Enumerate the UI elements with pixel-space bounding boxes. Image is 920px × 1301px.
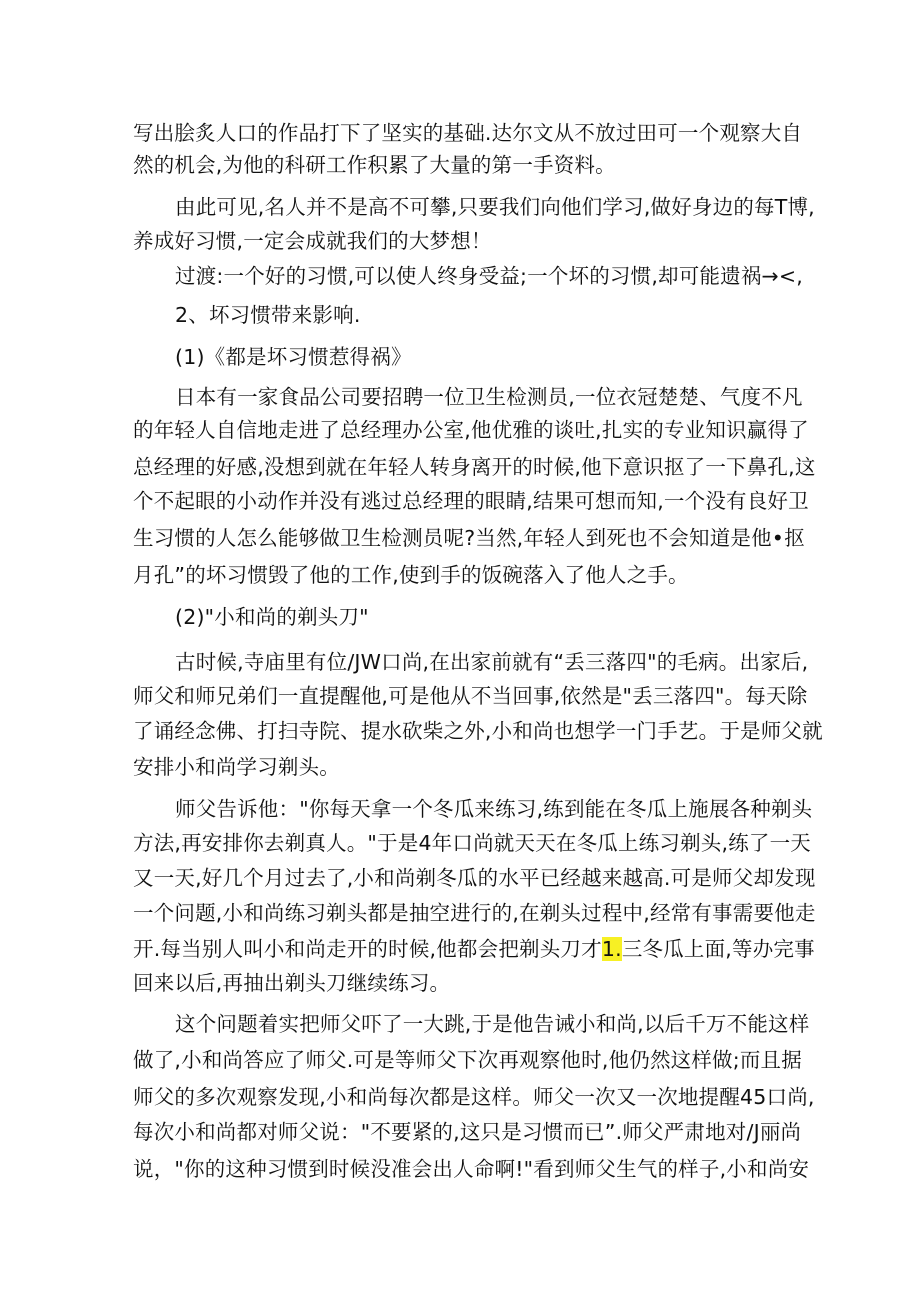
text-line: 然的机会,为他的科研工作积累了大量的第一手资料。 xyxy=(133,153,616,177)
subsection-heading: (2)"小和尚的剃头刀" xyxy=(175,605,369,629)
text-line: 安排小和尚学习剃头。 xyxy=(133,755,340,779)
text-line: 一个问题,小和尚练习剃头都是抽空进行的,在剃头过程中,经常有事需要他走 xyxy=(133,901,816,925)
text-line: 师父告诉他："你每天拿一个冬瓜来练习,练到能在冬瓜上施展各种剃头 xyxy=(175,797,813,821)
text-segment: 开.每当别人叫小和尚走开的时候,他都会把剃头刀才 xyxy=(133,937,602,961)
text-line xyxy=(133,935,815,963)
text-line: 师父的多次观察发现,小和尚每次都是这样。师父一次又一次地提醒45口尚, xyxy=(133,1085,815,1109)
text-line: 回来以后,再抽出剃头刀继续练习。 xyxy=(133,971,451,995)
text-line: 说，"你的这种习惯到时候没准会出人命啊!"看到师父生气的样子,小和尚安 xyxy=(133,1157,810,1181)
text-line: 古时候,寺庙里有位/JW口尚,在出家前就有“丢三落四"的毛病。出家后, xyxy=(175,650,809,674)
text-line: 又一天,好几个月过去了,小和尚剃冬瓜的水平已经越来越高.可是师父却发现 xyxy=(133,866,816,890)
text-line: 由此可见,名人并不是高不可攀,只要我们向他们学习,做好身边的每T博, xyxy=(175,195,815,219)
text-line: 了诵经念佛、打扫寺院、提水砍柴之外,小和尚也想学一门手艺。于是师父就 xyxy=(133,719,823,743)
text-line: 个不起眼的小动作并没有逃过总经理的眼睛,结果可想而知,一个没有良好卫 xyxy=(133,489,809,513)
text-line: 总经理的好感,没想到就在年轻人转身离开的时候,他下意识抠了一下鼻孔,这 xyxy=(133,455,816,479)
text-line: 养成好习惯,一定会成就我们的大梦想！ xyxy=(133,229,492,253)
text-line: 日本有一家食品公司要招聘一位卫生检测员,一位衣冠楚楚、气度不凡 xyxy=(175,385,803,409)
section-heading: 2、坏习惯带来影响. xyxy=(175,303,361,327)
text-line: 师父和师兄弟们一直提醒他,可是他从不当回事,依然是"丢三落四"。每天除 xyxy=(133,684,808,708)
text-line: 这个问题着实把师父吓了一大跳,于是他告诫小和尚,以后千万不能这样 xyxy=(175,1012,810,1036)
text-line: 写出脍炙人口的作品打下了坚实的基础.达尔文从不放过田可一个观察大自 xyxy=(133,121,803,145)
text-segment: 三冬瓜上面,等办完事 xyxy=(621,937,815,961)
text-line: 生习惯的人怎么能够做卫生检测员呢?当然,年轻人到死也不会知道是他•抠 xyxy=(133,526,805,550)
subsection-heading: (1)《都是坏习惯惹得祸》 xyxy=(175,345,412,369)
text-line: 方法,再安排你去剃真人。"于是4年口尚就天天在冬瓜上练习剃头,练了一天 xyxy=(133,831,812,855)
text-line: 月孔”的坏习惯毁了他的工作,使到手的饭碗落入了他人之手。 xyxy=(133,563,689,587)
highlighted-mark: 1. xyxy=(601,937,622,961)
text-line: 的年轻人自信地走进了总经理办公室,他优雅的谈吐,扎实的专业知识赢得了 xyxy=(133,418,809,442)
text-line: 每次小和尚都对师父说："不要紧的,这只是习惯而已”.师父严肃地对/J丽尚 xyxy=(133,1120,802,1144)
text-line: 做了,小和尚答应了师父.可是等师父下次再观察他时,他仍然这样做;而且据 xyxy=(133,1048,802,1072)
text-line: 过渡:一个好的习惯,可以使人终身受益;一个坏的习惯,却可能遗祸→<, xyxy=(175,264,804,288)
